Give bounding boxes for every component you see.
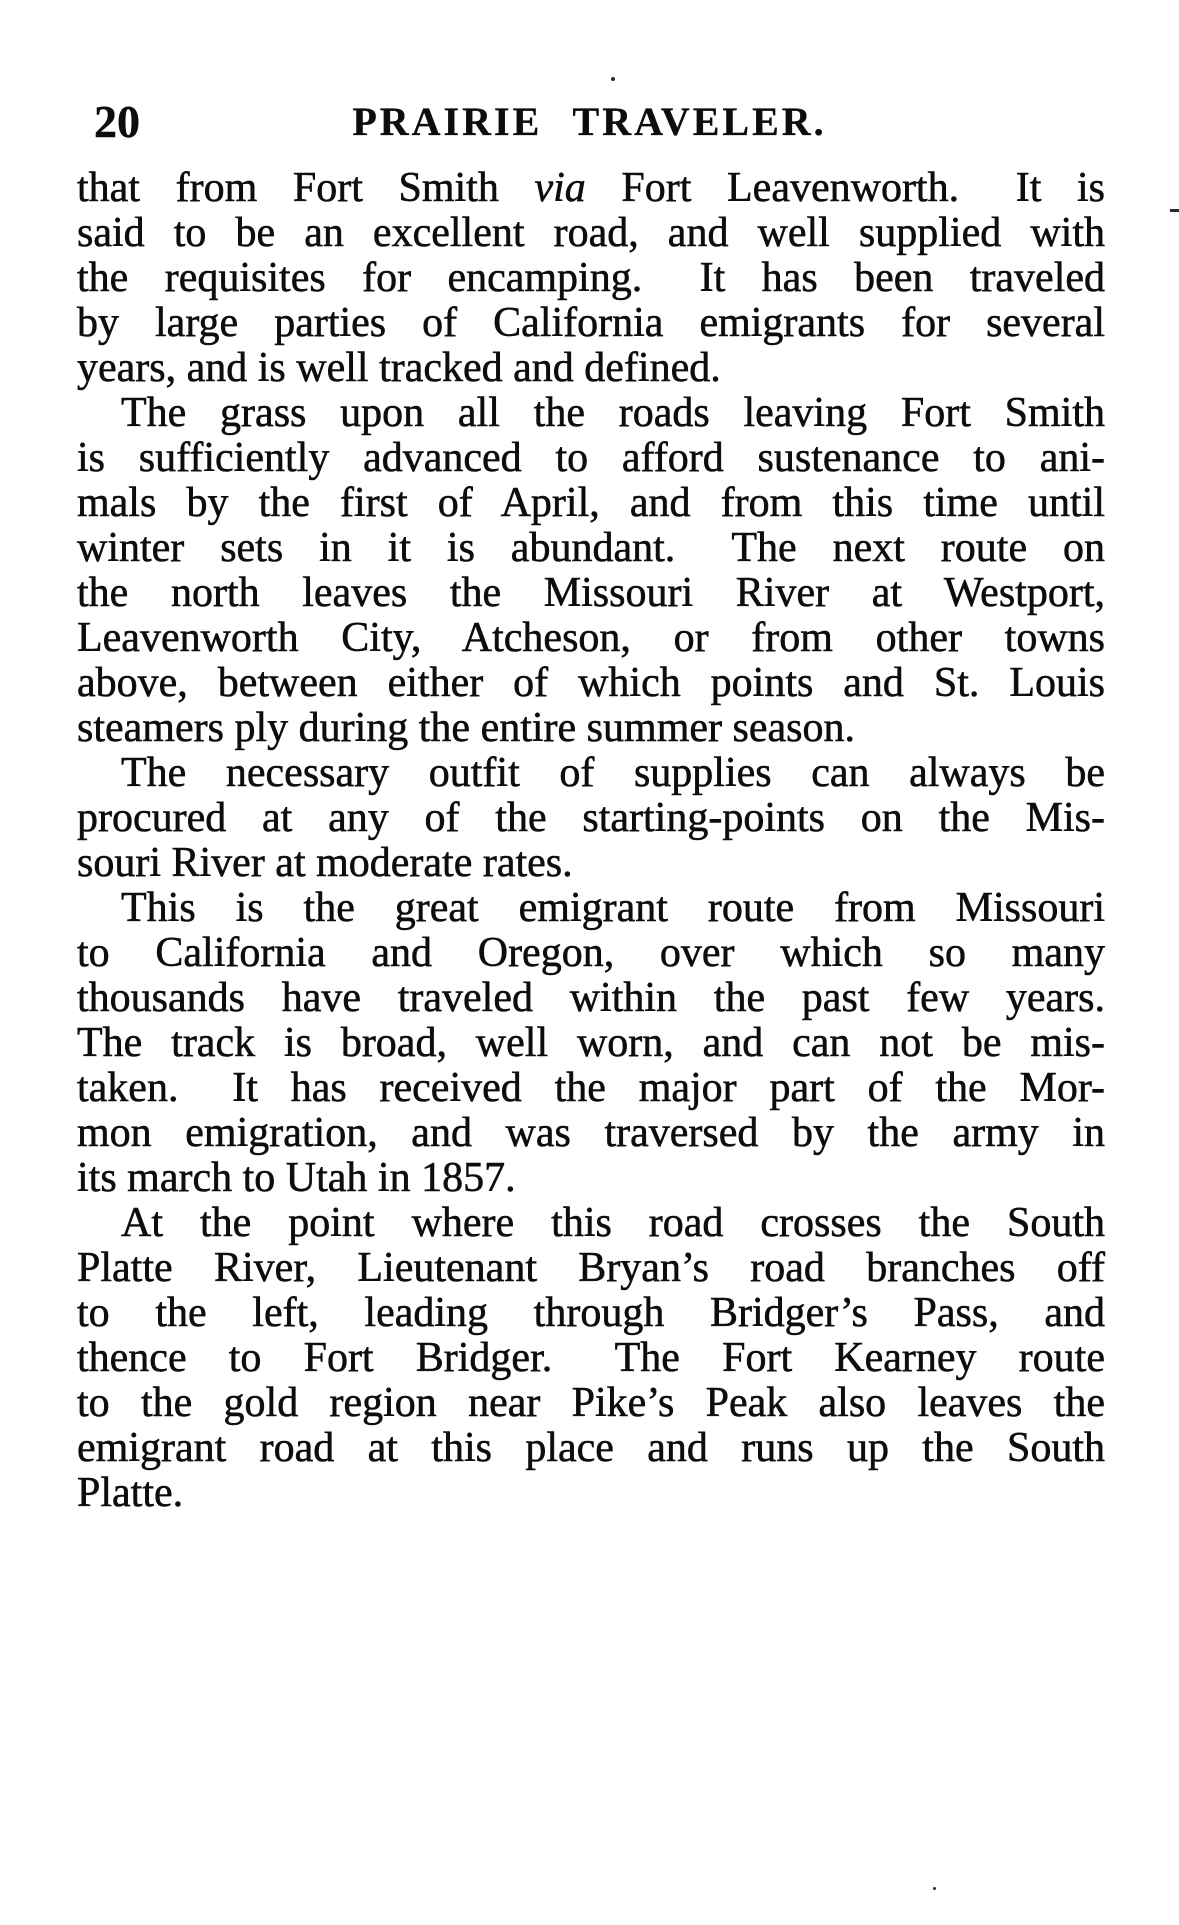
text-line: thence to Fort Bridger. The Fort Kearney route: [77, 1335, 1105, 1381]
text-line: emigrant road at this place and runs up the South: [77, 1425, 1105, 1471]
ink-speck: [933, 1887, 936, 1890]
text-line: is sufficiently advanced to afford sustenance to ani-: [77, 435, 1105, 481]
ink-speck: [1170, 209, 1179, 212]
text-line: to the left, leading through Bridger’s Pass, and: [77, 1290, 1105, 1336]
text-line: Leavenworth City, Atcheson, or from other towns: [77, 615, 1105, 661]
text-line: Platte.: [77, 1470, 184, 1516]
page-header: [0, 98, 1179, 148]
text-line: This is the great emigrant route from Missouri: [121, 885, 1105, 931]
text-line: the north leaves the Missouri River at Westport,: [77, 570, 1105, 616]
text-line: The track is broad, well worn, and can not be mis-: [77, 1020, 1105, 1066]
text-line: said to be an excellent road, and well supplied with: [77, 210, 1105, 256]
text-line: its march to Utah in 1857.: [77, 1155, 516, 1201]
text-line: Platte River, Lieutenant Bryan’s road branches off: [77, 1245, 1105, 1291]
text-line: mon emigration, and was traversed by the army in: [77, 1110, 1105, 1156]
page-body: [77, 166, 1105, 1516]
text-line: souri River at moderate rates.: [77, 840, 573, 886]
text-line: by large parties of California emigrants for several: [77, 300, 1105, 346]
text-line: taken. It has received the major part of the Mor-: [77, 1065, 1105, 1111]
text-line: At the point where this road crosses the South: [121, 1200, 1105, 1246]
text-line: The necessary outfit of supplies can always be: [121, 750, 1105, 796]
text-line: to California and Oregon, over which so many: [77, 930, 1105, 976]
ink-speck: [611, 77, 615, 81]
page-number: 20: [94, 96, 140, 147]
text-line: that from Fort Smith via Fort Leavenworth. It is: [77, 165, 1105, 211]
running-title: PRAIRIE TRAVELER.: [352, 99, 827, 144]
text-line: the requisites for encamping. It has been traveled: [77, 255, 1105, 301]
text-line: mals by the first of April, and from this time until: [77, 480, 1105, 526]
text-line: thousands have traveled within the past few years.: [77, 975, 1105, 1021]
text-line: steamers ply during the entire summer season.: [77, 705, 855, 751]
text-line: years, and is well tracked and defined.: [77, 345, 721, 391]
text-line: to the gold region near Pike’s Peak also leaves the: [77, 1380, 1105, 1426]
text-line: The grass upon all the roads leaving Fort Smith: [121, 390, 1105, 436]
text-line: procured at any of the starting-points on the Mis-: [77, 795, 1105, 841]
text-line: winter sets in it is abundant. The next route on: [77, 525, 1105, 571]
text-line: above, between either of which points and St. Louis: [77, 660, 1105, 706]
